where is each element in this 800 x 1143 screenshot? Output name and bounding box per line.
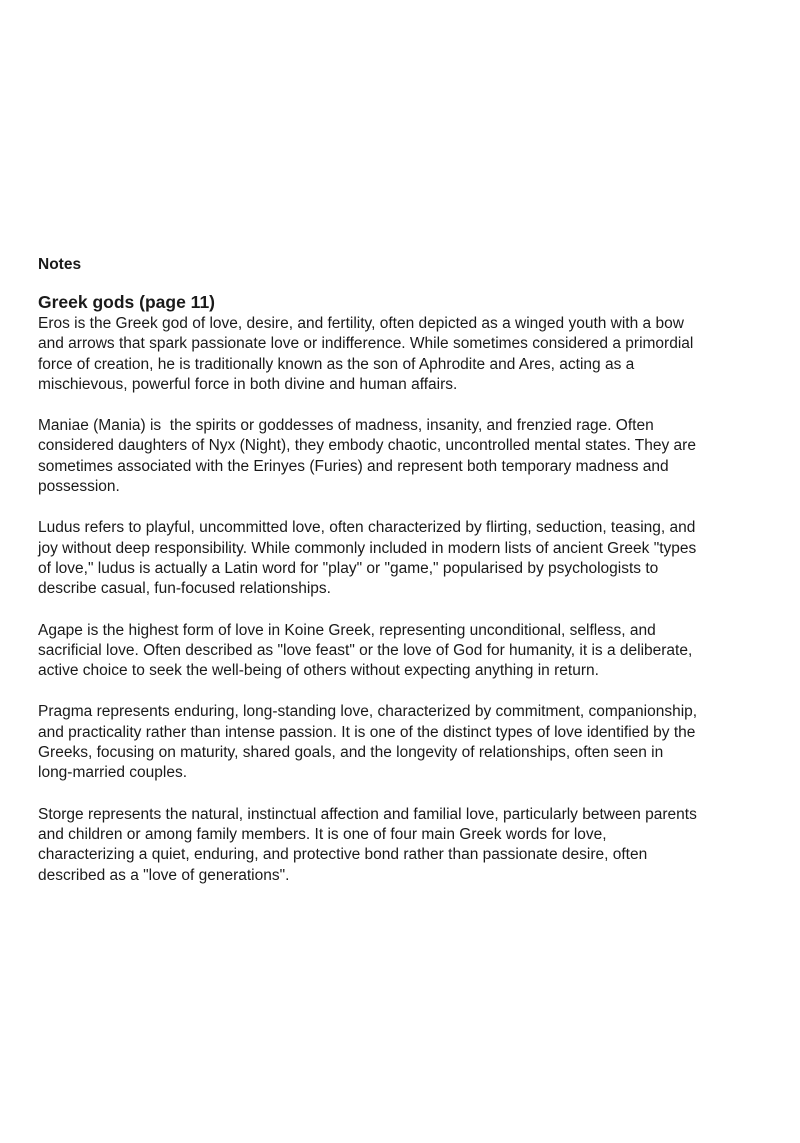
text-line: long-married couples. (38, 764, 188, 782)
paragraph (38, 314, 768, 395)
text-line: sacrificial love. Often described as "love feast" or the love of God for humanity, it is a deliberate, (38, 641, 693, 659)
text-line: characterizing a quiet, enduring, and protective bond rather than passionate desire, often (38, 846, 648, 864)
paragraph (38, 416, 768, 497)
text-line: joy without deep responsibility. While commonly included in modern lists of ancient Greek "types (38, 539, 697, 557)
text-line: and children or among family members. It is one of four main Greek words for love, (38, 825, 607, 843)
notes-title: Notes (38, 256, 82, 273)
text-line: and practicality rather than intense passion. It is one of the distinct types of love identified by the (38, 723, 696, 741)
text-line: Ludus refers to playful, uncommitted love, often characterized by flirting, seduction, teasing, and (38, 519, 696, 537)
text-line: active choice to seek the well-being of others without expecting anything in return. (38, 662, 599, 680)
text-line: described as a "love of generations". (38, 866, 290, 884)
text-line: describe casual, fun-focused relationships. (38, 580, 331, 598)
paragraph (38, 702, 768, 783)
text-line: Greeks, focusing on maturity, shared goals, and the longevity of relationships, often seen in (38, 744, 664, 762)
document-content (38, 255, 768, 907)
text-line: Eros is the Greek god of love, desire, and fertility, often depicted as a winged youth with a bow (38, 315, 684, 332)
text-line: sometimes associated with the Erinyes (Furies) and represent both temporary madness and (38, 457, 669, 475)
blank-line (38, 275, 768, 291)
text-line: Maniae (Mania) is the spirits or goddesses of madness, insanity, and frenzied rage. Often (38, 417, 654, 435)
paragraph (38, 518, 768, 599)
text-line: of love," ludus is actually a Latin word for "play" or "game," popularised by psychologists to (38, 559, 659, 577)
text-line: possession. (38, 478, 120, 496)
section-heading: Greek gods (page 11) (38, 292, 216, 312)
text-line: Agape is the highest form of love in Koine Greek, representing unconditional, selfless, and (38, 621, 656, 639)
paragraph (38, 621, 768, 682)
text-line: Pragma represents enduring, long-standing love, characterized by commitment, companionship, (38, 703, 698, 721)
paragraph (38, 805, 768, 886)
text-line: considered daughters of Nyx (Night), they embody chaotic, uncontrolled mental states. They are (38, 437, 696, 455)
text-line: Storge represents the natural, instinctual affection and familial love, particularly between parents (38, 805, 697, 823)
text-line: force of creation, he is traditionally known as the son of Aphrodite and Ares, acting as a (38, 355, 635, 373)
paragraphs-container (38, 314, 768, 886)
text-line: and arrows that spark passionate love or indifference. While sometimes considered a primordial (38, 335, 694, 353)
text-line: mischievous, powerful force in both divine and human affairs. (38, 375, 458, 393)
